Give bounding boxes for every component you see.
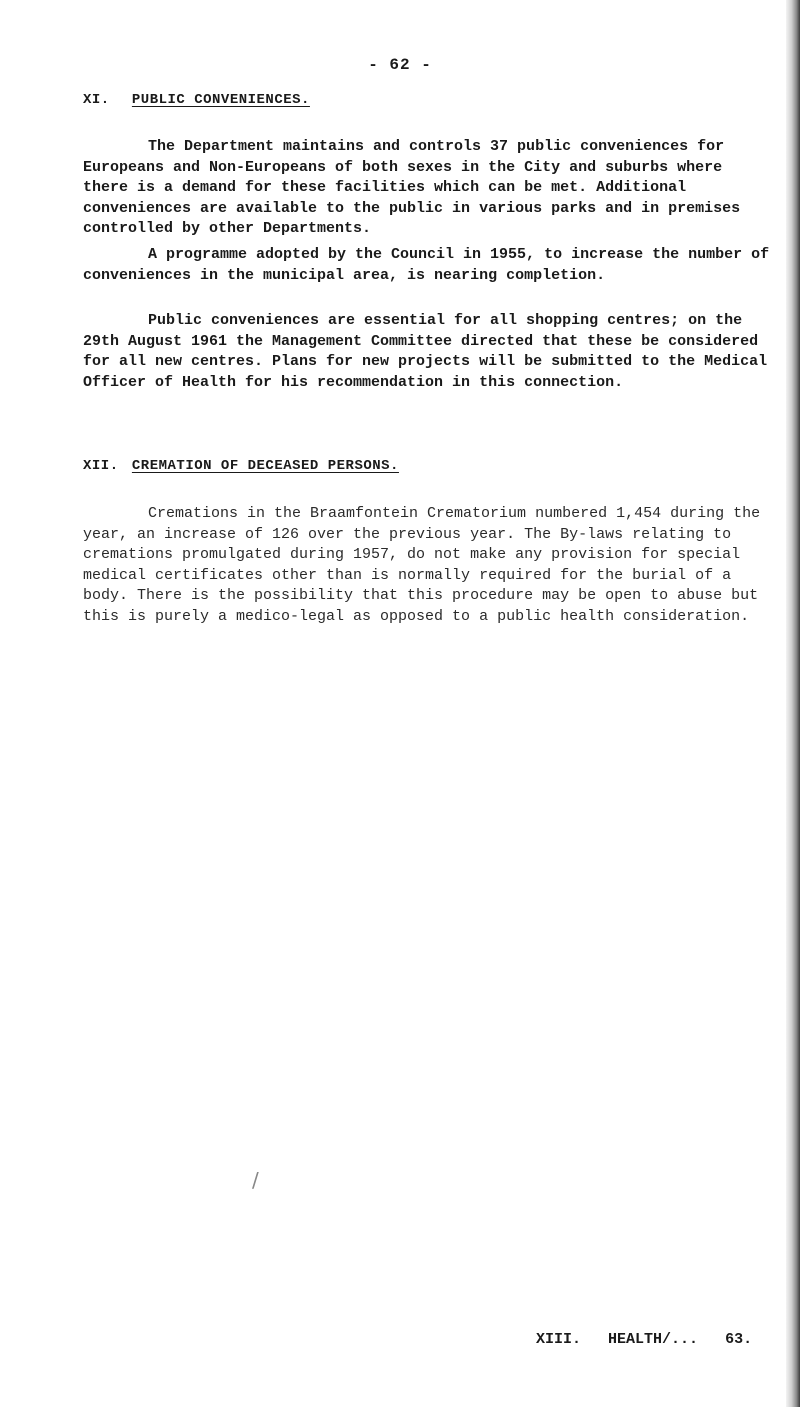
section-xi-number: XI.	[83, 92, 110, 108]
footer-next-section: XIII.	[536, 1331, 582, 1348]
section-xii-heading	[83, 458, 399, 474]
section-xi-paragraph-1: The Department maintains and controls 37 public conveniences for Europeans and Non-Europeans of both sexes in the City and suburbs where there is a demand for these facilities which can be met. Additional conveniences are available to the public in various parks and in premises controlled by other Departments.	[83, 138, 741, 237]
section-xi-title: PUBLIC CONVENIENCES.	[131, 92, 310, 108]
footer-catchword	[536, 1331, 770, 1348]
footer-next-page: 63.	[725, 1331, 753, 1348]
footer-catchword-text: HEALTH/...	[608, 1331, 699, 1348]
section-xii-paragraph-1: Cremations in the Braamfontein Crematorium numbered 1,454 during the year, an increase of 126 over the previous year. The By-laws relating to cremations promulgated during 1957, do not make any provision for special medical certificates other than is normally required for the burial of a body. There is the possibility that this procedure may be open to abuse but this is purely a medico-legal as opposed to a public health consideration.	[83, 505, 761, 625]
section-xii-title: CREMATION OF DECEASED PERSONS.	[131, 458, 399, 474]
section-xi-heading	[83, 92, 310, 108]
section-xi-paragraph-3: Public conveniences are essential for all shopping centres; on the 29th August 1961 the Management Committee directed that these be considered for all new centres. Plans for new projects will be submitted to the Medical Officer of Health for his recommendation in this connection.	[83, 312, 768, 391]
section-xi-paragraph-2: A programme adopted by the Council in 1955, to increase the number of conveniences in the municipal area, is nearing completion.	[83, 246, 770, 284]
page-edge-shadow	[786, 0, 800, 1407]
scan-mark: /	[252, 1168, 259, 1192]
section-xii-number: XII.	[83, 458, 119, 474]
page-number: - 62 -	[368, 56, 432, 74]
